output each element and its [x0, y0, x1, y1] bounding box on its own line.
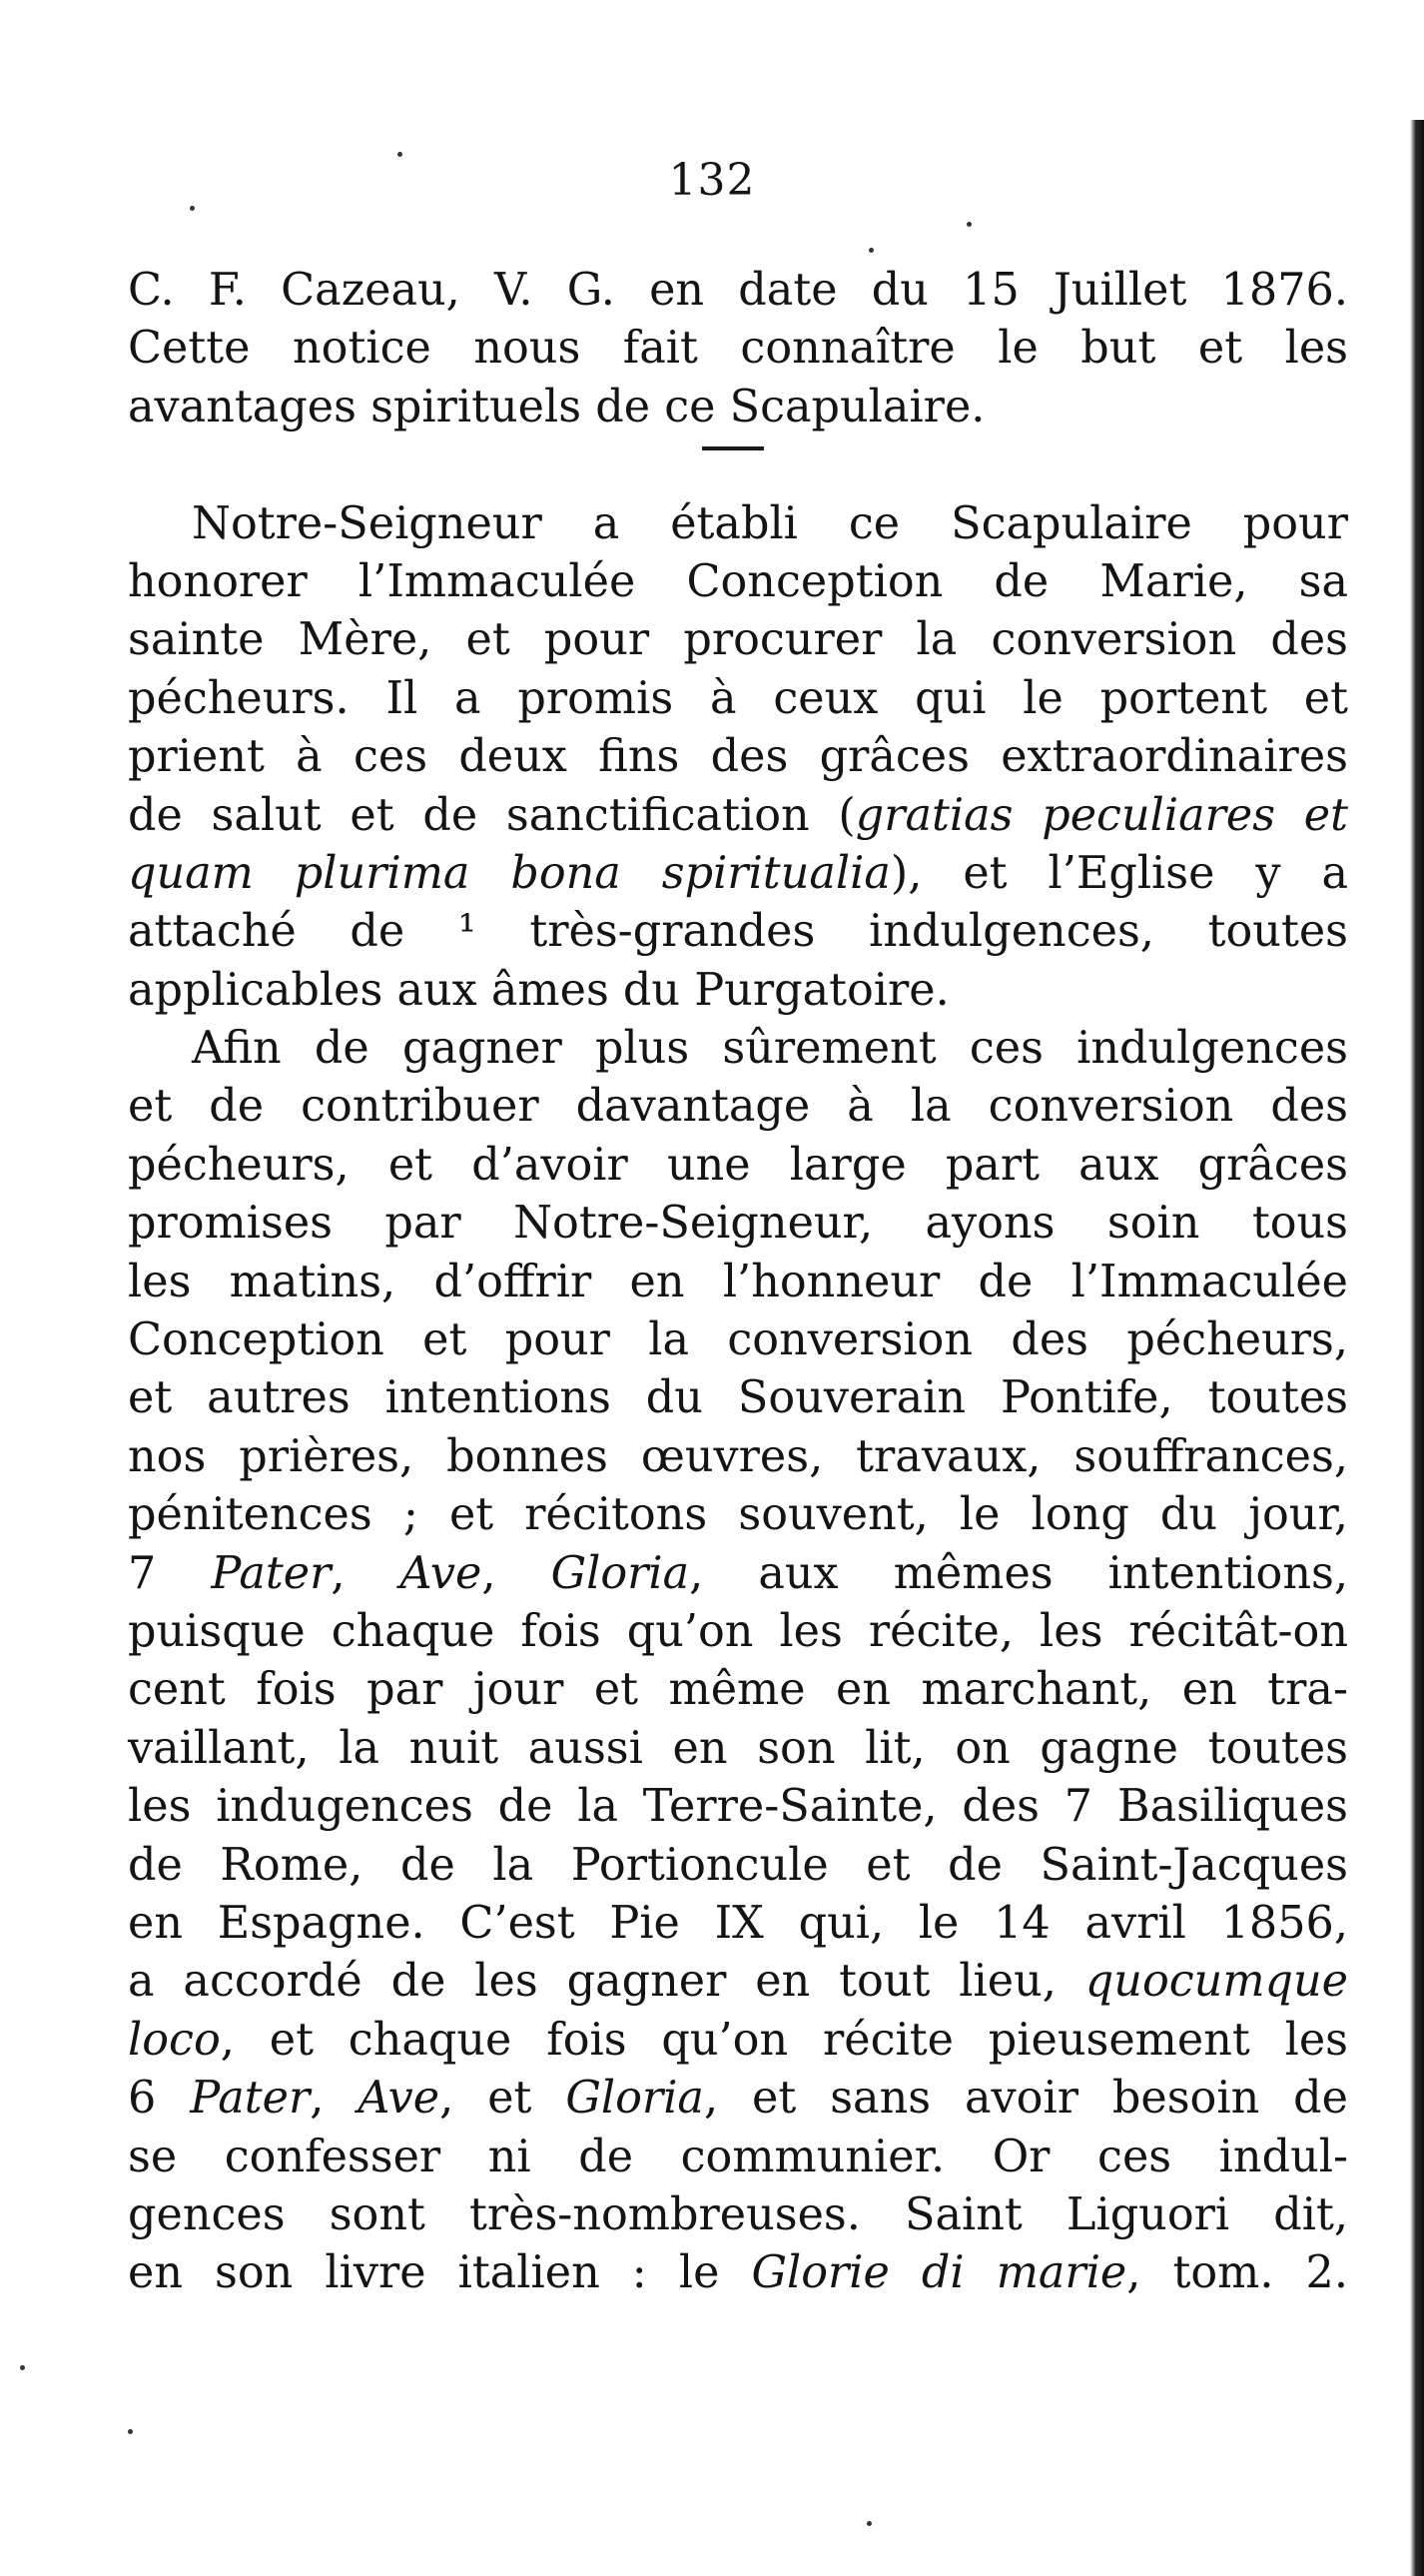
print-speck [20, 2365, 25, 2370]
text-run: a accordé de les gagner en tout lieu, [128, 1956, 1085, 2008]
text-line: C. F. Cazeau, V. G. en date du 15 Juillet 1876. [128, 265, 1348, 316]
text-line: les indugences de la Terre-Sainte, des 7 Basiliques [128, 1781, 1348, 1833]
text-line [128, 787, 1348, 845]
latin-phrase: gratias peculiares et [855, 789, 1349, 841]
text-line: en Espagne. C’est Pie IX qui, le 14 avril 1856, [128, 1897, 1348, 1949]
book-title: Glorie di marie [751, 2247, 1127, 2299]
prayer-name: Pater [190, 2073, 311, 2125]
text-line: pénitences ; et récitons souvent, le long du jour, [128, 1489, 1348, 1541]
text-line: applicables aux âmes du Purgatoire. [128, 964, 950, 1016]
text-line: vaillant, la nuit aussi en son lit, on gagne toutes [128, 1722, 1348, 1774]
prayer-name: Gloria [550, 1547, 690, 1599]
print-speck [128, 2429, 133, 2434]
section-divider [128, 436, 1348, 494]
text-line: gences sont très-nombreuses. Saint Liguori dit, [128, 2188, 1348, 2240]
text-line: prient à ces deux fins des grâces extraordinaires [128, 731, 1348, 783]
page-number: 132 [668, 155, 756, 206]
print-speck [869, 248, 874, 253]
latin-phrase: quocumque [1084, 1956, 1348, 2008]
text-line [128, 1953, 1348, 2011]
text-line: cent fois par jour et même en marchant, en tra- [128, 1664, 1348, 1716]
text-line: les matins, d’offrir en l’honneur de l’Immaculée [128, 1256, 1348, 1307]
text-line: attaché de ¹ très-grandes indulgences, toutes [128, 906, 1348, 958]
text-line [128, 2244, 1348, 2302]
text-run: , aux mêmes intentions, [689, 1547, 1348, 1599]
page-binding-edge [1410, 120, 1424, 2576]
text-line: pécheurs, et d’avoir une large part aux grâces [128, 1139, 1348, 1191]
text-line: et de contribuer davantage à la conversion des [128, 1081, 1348, 1133]
text-run: 7 [128, 1547, 212, 1599]
prayer-name: Ave [357, 2073, 440, 2125]
latin-phrase: quam plurima bona spiritualia [128, 847, 891, 899]
text-run: , et [439, 2073, 566, 2125]
text-run: , [331, 1547, 400, 1599]
prayer-name: Gloria [565, 2073, 704, 2125]
text-run: 6 [128, 2073, 191, 2125]
text-line [128, 845, 1348, 903]
text-line [128, 2012, 1348, 2070]
text-line [128, 2070, 1348, 2128]
text-line: Cette notice nous fait connaître le but et les [128, 323, 1348, 375]
text-run: , et chaque fois qu’on récite pieusement les [220, 2014, 1348, 2066]
text-line: Conception et pour la conversion des pécheurs, [128, 1314, 1348, 1366]
print-speck [867, 2521, 872, 2526]
text-run: , [310, 2073, 358, 2125]
text-line: et autres intentions du Souverain Pontife, toutes [128, 1372, 1348, 1424]
print-speck [190, 206, 195, 211]
text-line: se confesser ni de communier. Or ces indul- [128, 2131, 1348, 2182]
prayer-name: Pater [211, 1547, 332, 1599]
text-line: sainte Mère, et pour procurer la conversion des [128, 614, 1348, 666]
text-line: puisque chaque fois qu’on les récite, les récitât-on [128, 1605, 1348, 1657]
print-speck [967, 222, 972, 227]
text-line: pécheurs. Il a promis à ceux qui le portent et [128, 672, 1348, 724]
page-body [128, 262, 1348, 2303]
print-speck [397, 152, 402, 157]
text-line: de Rome, de la Portioncule et de Saint-Jacques [128, 1839, 1348, 1891]
text-line: promises par Notre-Seigneur, ayons soin tous [128, 1198, 1348, 1250]
text-line: Afin de gagner plus sûrement ces indulgences [192, 1023, 1348, 1075]
text-line: Notre-Seigneur a établi ce Scapulaire pour [192, 497, 1348, 549]
text-line [128, 1545, 1348, 1603]
prayer-name: Ave [399, 1547, 482, 1599]
text-run: en son livre italien : le [128, 2247, 752, 2299]
text-run: , et sans avoir besoin de [703, 2073, 1348, 2125]
text-line: honorer l’Immaculée Conception de Marie, sa [128, 555, 1348, 607]
text-run: , tom. 2. [1126, 2247, 1348, 2299]
text-run: de salut et de sanctification ( [128, 789, 856, 841]
latin-phrase: loco [128, 2014, 221, 2066]
text-run: ), et l’Eglise y a [890, 847, 1349, 899]
text-run: , [481, 1547, 551, 1599]
text-line: avantages spirituels de ce Scapulaire. [128, 381, 986, 432]
text-line: nos prières, bonnes œuvres, travaux, souffrances, [128, 1430, 1348, 1482]
